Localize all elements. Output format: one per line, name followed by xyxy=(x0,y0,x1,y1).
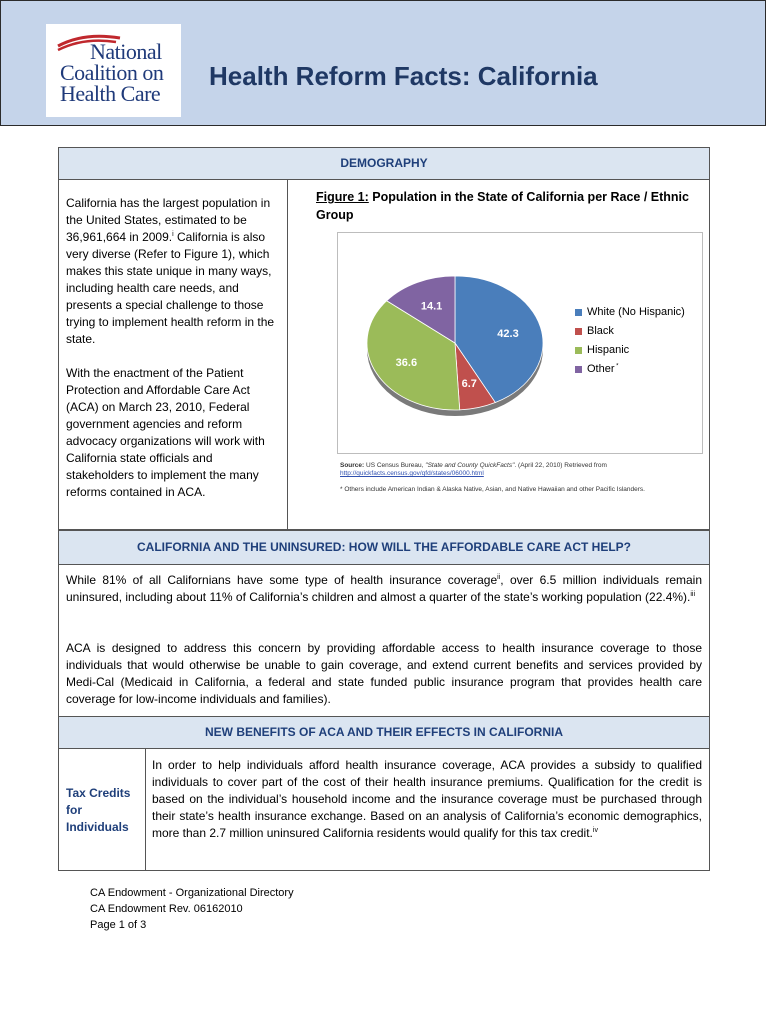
page-footer xyxy=(90,885,294,933)
legend-item-2 xyxy=(575,344,685,363)
source-link[interactable]: http://quickfacts.census.gov/qfd/states/06000.html xyxy=(340,470,484,477)
legend-label-0: White (No Hispanic) xyxy=(587,306,685,318)
page-title: Health Reform Facts: California xyxy=(209,61,598,91)
footnote-ii[interactable]: ii xyxy=(497,574,501,581)
header-band xyxy=(0,0,766,126)
benefit-text: In order to help individuals afford health insurance coverage, ACA provides a subsidy to qualified individuals to cover part of the cost of their health insurance premiums. Qualification for the credit is based on the individual’s household income and the insurance coverage must be purchased through their state’s health insurance exchange. Based on an analysis of California’s economic demographics, more than 2.7 million uninsured California residents would qualify for this tax credit. xyxy=(152,758,702,840)
figure-label: Figure 1: xyxy=(316,190,369,204)
legend-item-0 xyxy=(575,306,685,325)
figure-title xyxy=(316,188,696,224)
logo-line-1: National xyxy=(90,39,162,64)
footnote-iv[interactable]: iv xyxy=(592,827,598,834)
legend-item-3 xyxy=(575,363,685,382)
source-italic: "State and County QuickFacts" xyxy=(425,462,515,469)
benefits-heading: NEW BENEFITS OF ACA AND THEIR EFFECTS IN CALIFORNIA xyxy=(58,716,710,749)
legend-swatch-2 xyxy=(575,347,582,354)
uninsured-p1-b: , over 6.5 million individuals remain uninsured, including about 11% of California’s children and almost a quarter of the state’s working population (22.4%). xyxy=(66,573,702,604)
uninsured-paragraph-2: ACA is designed to address this concern by providing affordable access to health insurance coverage to those individuals that would otherwise be unable to gain coverage, and extend current benefits and services provided by Medi-Cal (Medicaid in California, a federal and state funded public insurance program that provides health care coverage for low-income individuals and families). xyxy=(66,641,702,706)
legend-swatch-0 xyxy=(575,309,582,316)
logo-wordmark xyxy=(60,41,163,104)
pie-data-label-1: 6.7 xyxy=(461,378,477,391)
figure-title-text: Population in the State of California per Race / Ethnic Group xyxy=(316,190,689,222)
benefit-row-text xyxy=(152,757,702,842)
legend-label-2: Hispanic xyxy=(587,344,630,356)
pie-data-label-2: 36.6 xyxy=(395,356,418,369)
legend-item-1 xyxy=(575,325,685,344)
logo-line-3: Health Care xyxy=(60,81,161,106)
pie-data-label-3: 14.1 xyxy=(420,300,443,313)
demography-heading: DEMOGRAPHY xyxy=(58,147,710,180)
uninsured-heading: CALIFORNIA AND THE UNINSURED: HOW WILL THE AFFORDABLE CARE ACT HELP? xyxy=(58,530,710,565)
uninsured-paragraph-1 xyxy=(66,572,702,606)
chart-legend xyxy=(575,306,685,382)
source-text-b: . (April 22, 2010) Retrieved from xyxy=(514,462,607,469)
footer-line-3: Page 1 of 3 xyxy=(90,919,147,931)
demography-p1-a: California has the largest population in the United States, estimated to be 36,961,664 in 2009. xyxy=(66,196,271,244)
source-label: Source: xyxy=(340,462,365,469)
pie-data-label-0: 42.3 xyxy=(497,328,519,341)
legend-label-3: Other xyxy=(587,363,615,375)
legend-swatch-1 xyxy=(575,328,582,335)
legend-asterisk: * xyxy=(614,363,619,370)
demography-paragraph-2: With the enactment of the Patient Protection and Affordable Care Act (ACA) on March 23, 2010, Federal government agencies and reform advocacy organizations will work with California state officials and stakeholders to implement the many reforms contained in ACA. xyxy=(66,366,265,499)
demography-paragraph-1 xyxy=(66,195,280,348)
footnote-iii[interactable]: iii xyxy=(690,591,696,598)
source-text-a: US Census Bureau, xyxy=(364,462,426,469)
figure-note: * Others include American Indian & Alaska Native, Asian, and Native Hawaiian and other Pacific Islanders. xyxy=(340,486,645,493)
footer-line-1: CA Endowment - Organizational Directory xyxy=(90,887,294,899)
pie-chart xyxy=(360,268,550,418)
demography-p1-b: California is also very diverse (Refer to Figure 1), which makes this state unique in many ways, including health care needs, and presents a special challenge to those trying to implement health reform in the state. xyxy=(66,230,275,346)
footnote-i[interactable]: i xyxy=(172,231,174,238)
benefit-row-label: Tax Credits for Individuals xyxy=(66,786,131,834)
figure-source xyxy=(340,462,710,478)
uninsured-p1-a: While 81% of all Californians have some type of health insurance coverage xyxy=(66,573,498,587)
footer-line-2: CA Endowment Rev. 06162010 xyxy=(90,903,243,915)
logo-line-2: Coalition on xyxy=(60,60,164,85)
legend-swatch-3 xyxy=(575,366,582,373)
nchc-logo xyxy=(46,24,181,117)
legend-label-1: Black xyxy=(587,325,614,337)
